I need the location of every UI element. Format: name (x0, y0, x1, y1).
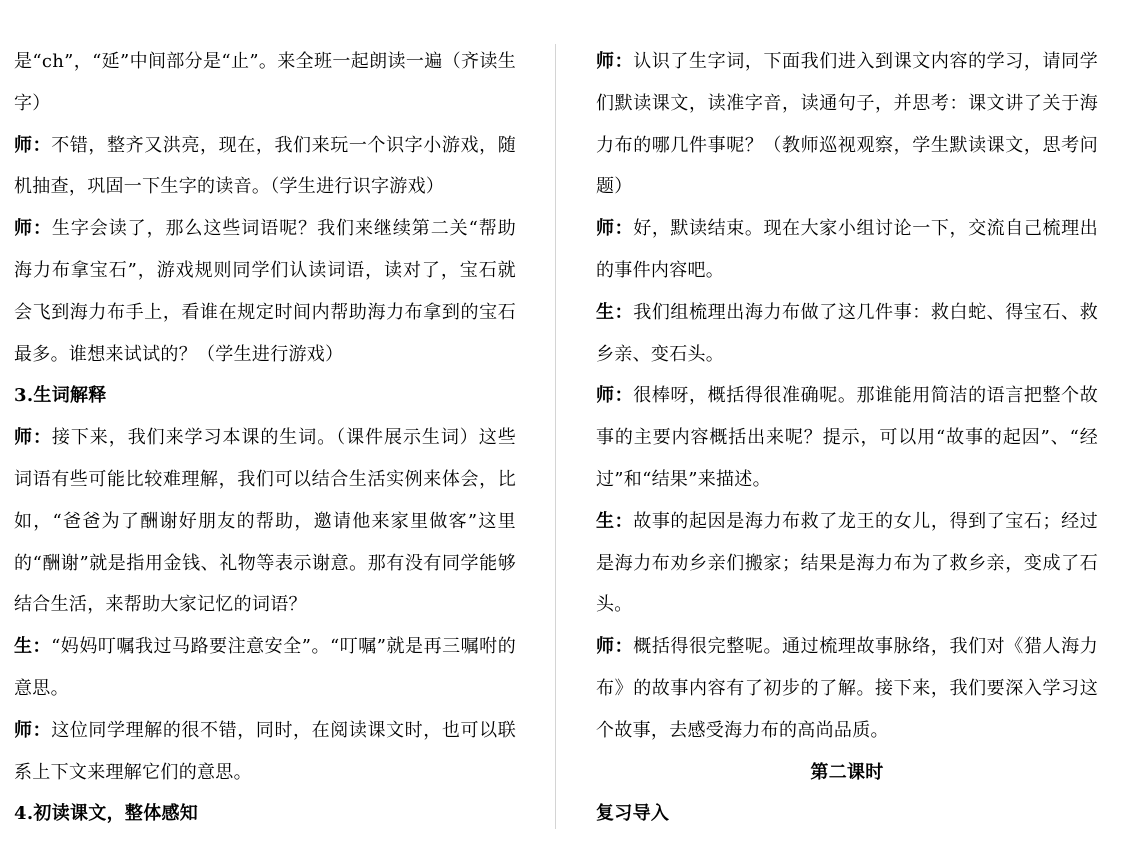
paragraph (596, 501, 1098, 626)
speaker-label-teacher: 师： (14, 218, 52, 240)
speaker-label-student: 生： (596, 301, 634, 323)
paragraph (14, 41, 516, 125)
paragraph-text: 认识了生字词，下面我们进入到课文内容的学习，请同学们默读课文，读准字音，读通句子，并思考：课文讲了关于海力布的哪几件事呢？（教师巡视观察，学生默读课文，思考问题） (596, 51, 1098, 198)
paragraph-text: 我们组梳理出海力布做了这几件事：救白蛇、得宝石、救乡亲、变石头。 (596, 301, 1098, 365)
speaker-label-student: 生： (596, 510, 634, 532)
paragraph-text: 这位同学理解的很不错，同时，在阅读课文时，也可以联系上下文来理解它们的意思。 (14, 719, 516, 783)
paragraph (14, 208, 516, 375)
speaker-label-teacher: 师： (596, 636, 634, 658)
paragraph (14, 626, 516, 710)
section-heading: 3.生词解释 (14, 385, 107, 407)
paragraph (14, 125, 516, 209)
paragraph (596, 292, 1098, 376)
paragraph (14, 417, 516, 626)
section-heading: 复习导入 (596, 803, 670, 825)
paragraph (14, 710, 516, 794)
speaker-label-teacher: 师： (14, 719, 52, 741)
right-column (596, 41, 1098, 835)
paragraph-text: 生字会读了，那么这些词语呢？我们来继续第二关“帮助海力布拿宝石”，游戏规则同学们认读词语，读对了，宝石就会飞到海力布手上，看谁在规定时间内帮助海力布拿到的宝石最多。谁想来试试的？（学生进行游戏） (14, 218, 516, 365)
paragraph-text: 故事的起因是海力布救了龙王的女儿，得到了宝石；经过是海力布劝乡亲们搬家；结果是海力布为了救乡亲，变成了石头。 (596, 510, 1098, 616)
column-divider (555, 44, 556, 829)
paragraph-text: 概括得很完整呢。通过梳理故事脉络，我们对《猎人海力布》的故事内容有了初步的了解。接下来，我们要深入学习这个故事，去感受海力布的高尚品质。 (596, 636, 1098, 741)
speaker-label-student: 生： (14, 636, 52, 658)
paragraph-text: 不错，整齐又洪亮，现在，我们来玩一个识字小游戏，随机抽查，巩固一下生字的读音。（学生进行识字游戏） (14, 134, 516, 198)
paragraph (596, 41, 1098, 208)
speaker-label-teacher: 师： (596, 385, 634, 407)
speaker-label-teacher: 师： (596, 51, 634, 72)
paragraph-text: 很棒呀，概括得很准确呢。那谁能用简洁的语言把整个故事的主要内容概括出来呢？提示，可以用“故事的起因”、“经过”和“结果”来描述。 (596, 385, 1098, 490)
left-column (14, 41, 516, 835)
speaker-label-teacher: 师： (596, 218, 634, 240)
paragraph-text: 是“ch”，“延”中间部分是“止”。来全班一起朗读一遍（齐读生字） (14, 51, 516, 114)
speaker-label-teacher: 师： (14, 134, 52, 156)
paragraph (596, 626, 1098, 751)
paragraph (596, 375, 1098, 500)
section-heading: 4.初读课文，整体感知 (14, 803, 199, 825)
paragraph-text: “妈妈叮嘱我过马路要注意安全”。“叮嘱”就是再三嘱咐的意思。 (14, 636, 517, 699)
lesson-title: 第二课时 (810, 761, 884, 783)
paragraph (596, 208, 1098, 292)
paragraph-text: 接下来，我们来学习本课的生词。（课件展示生词）这些词语有些可能比较难理解，我们可以结合生活实例来体会，比如，“爸爸为了酬谢好朋友的帮助，邀请他来家里做客”这里的“酬谢”就是指用金钱、礼物等表示谢意。那有没有同学能够结合生活，来帮助大家记忆的词语？ (14, 427, 516, 616)
paragraph-text: 好，默读结束。现在大家小组讨论一下，交流自己梳理出的事件内容吧。 (596, 218, 1098, 281)
speaker-label-teacher: 师： (14, 427, 52, 449)
